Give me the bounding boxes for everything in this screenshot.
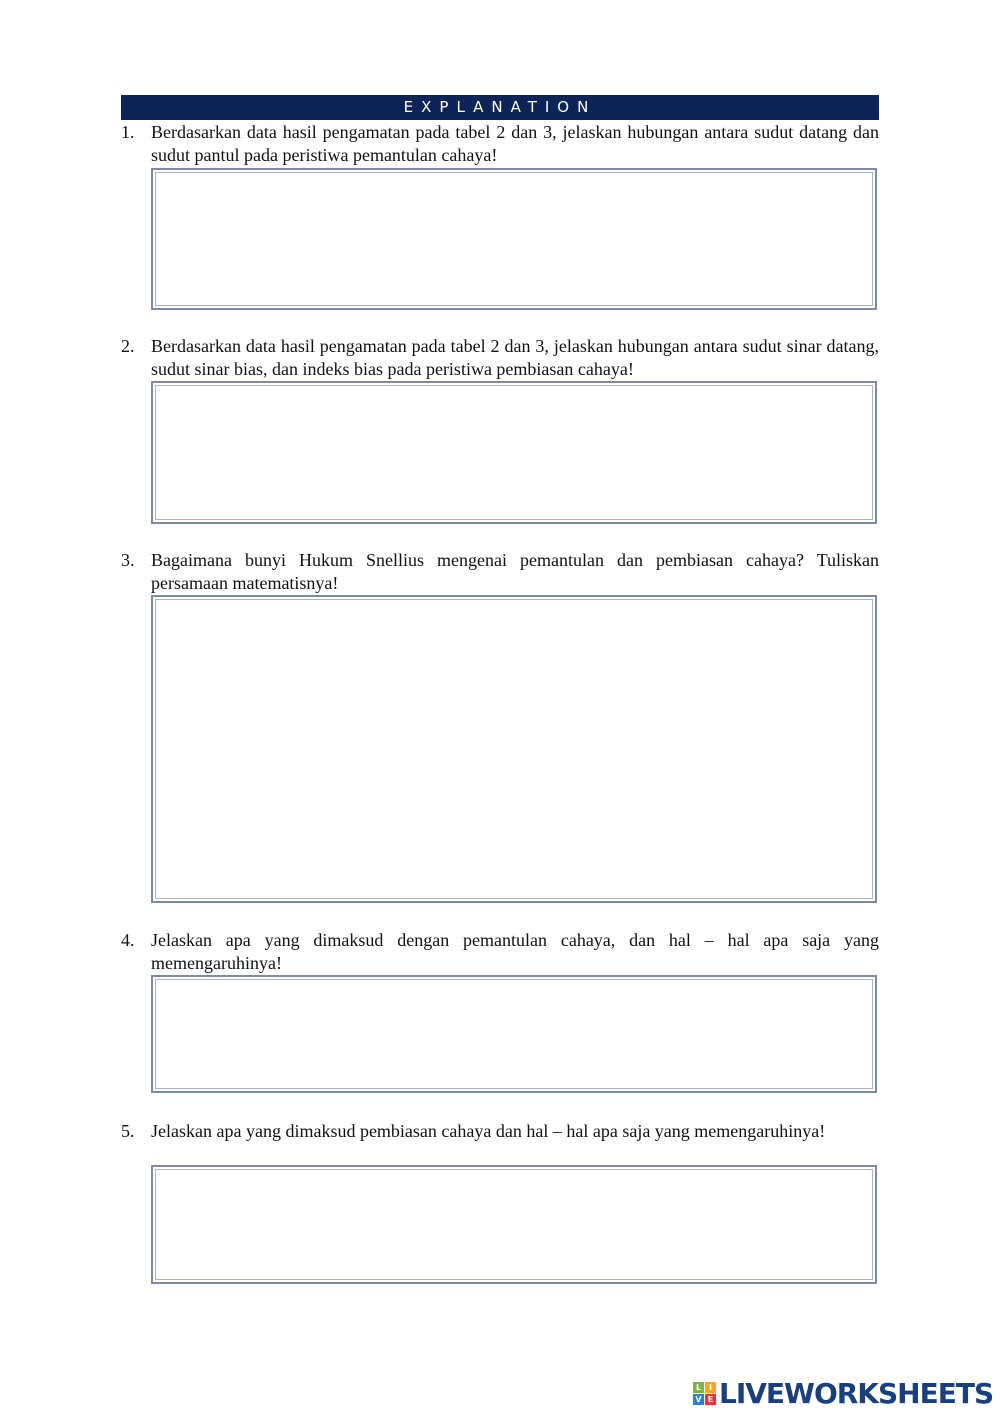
- logo-tile: L: [693, 1382, 704, 1393]
- section-header: EXPLANATION: [121, 95, 879, 120]
- question-text: Jelaskan apa yang dimaksud pembiasan cahaya dan hal – hal apa saja yang memengaruhinya!: [151, 1121, 826, 1141]
- question-number: 4.: [121, 930, 135, 950]
- liveworksheets-logo: [693, 1377, 993, 1410]
- question-text: Jelaskan apa yang dimaksud dengan pemantulan cahaya, dan hal – hal apa saja yang memengaruhinya!: [151, 930, 879, 973]
- question-text: Bagaimana bunyi Hukum Snellius mengenai pemantulan dan pembiasan cahaya? Tuliskan persamaan matematisnya!: [151, 550, 879, 593]
- logo-tile: E: [705, 1394, 716, 1405]
- question-number: 3.: [121, 550, 135, 570]
- answer-box-3[interactable]: [151, 595, 877, 903]
- question-4: [121, 929, 879, 975]
- answer-box-4[interactable]: [151, 975, 877, 1093]
- question-3: [121, 549, 879, 595]
- question-number: 5.: [121, 1121, 135, 1141]
- logo-text: LIVEWORKSHEETS: [719, 1377, 994, 1410]
- question-text: Berdasarkan data hasil pengamatan pada tabel 2 dan 3, jelaskan hubungan antara sudut sinar datang, sudut sinar bias, dan indeks bias pada peristiwa pembiasan cahaya!: [151, 336, 879, 379]
- answer-box-2[interactable]: [151, 381, 877, 524]
- question-2: [121, 335, 879, 381]
- logo-tile: I: [705, 1382, 716, 1393]
- question-1: [121, 121, 879, 167]
- question-text: Berdasarkan data hasil pengamatan pada tabel 2 dan 3, jelaskan hubungan antara sudut datang dan sudut pantul pada peristiwa pemantulan cahaya!: [151, 122, 879, 165]
- question-number: 2.: [121, 336, 135, 356]
- question-number: 1.: [121, 122, 135, 142]
- question-5: [121, 1120, 879, 1143]
- logo-tile: V: [693, 1394, 704, 1405]
- answer-box-1[interactable]: [151, 168, 877, 310]
- logo-tiles-icon: [693, 1382, 716, 1405]
- answer-box-5[interactable]: [151, 1165, 877, 1284]
